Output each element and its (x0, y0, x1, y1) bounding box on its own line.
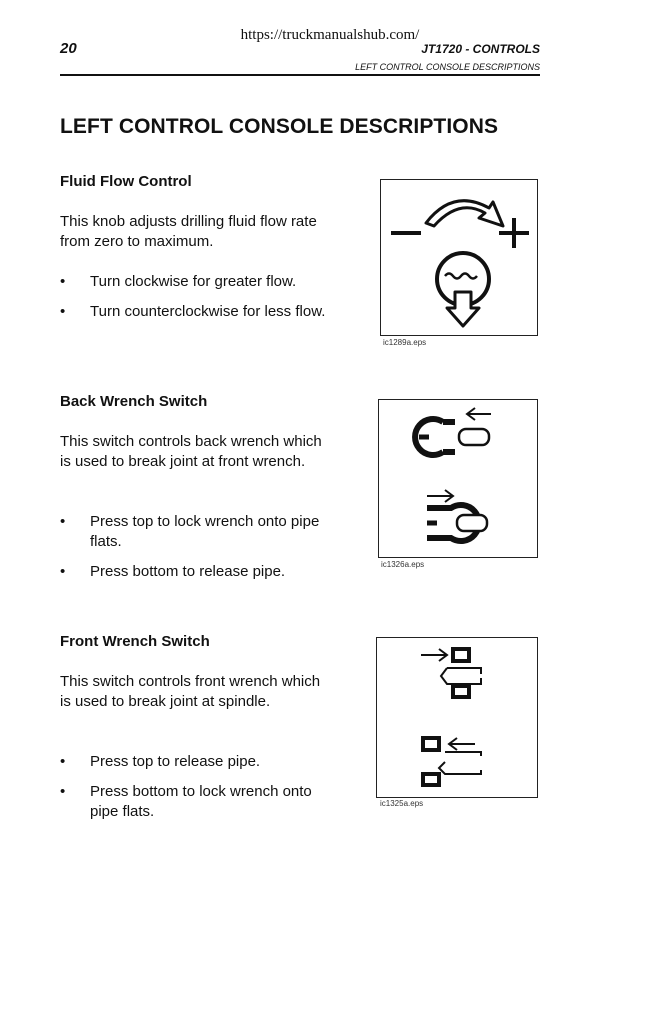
bullet-dot: • (60, 753, 66, 770)
running-header-title: JT1720 - CONTROLS (421, 42, 540, 56)
figure-caption: ic1325a.eps (380, 799, 424, 808)
figure-back-wrench (378, 399, 538, 558)
section-paragraph-front-wrench: This switch controls front wrench which is used to break joint at spindle. (60, 673, 321, 710)
header-rule (60, 74, 540, 76)
section-title-front-wrench: Front Wrench Switch (60, 633, 210, 650)
bullet-dot: • (60, 513, 66, 530)
bullet-dot: • (60, 303, 66, 320)
back-wrench-icon (379, 400, 537, 557)
running-header-section: LEFT CONTROL CONSOLE DESCRIPTIONS (355, 62, 540, 72)
section-paragraph-fluid-flow: This knob adjusts drilling fluid flow rate from zero to maximum. (60, 213, 317, 250)
bullet-text: Press top to release pipe. (90, 753, 261, 770)
bullet-text: Press top to lock wrench onto pipe flats. (90, 513, 320, 550)
bullet-text: Press bottom to release pipe. (90, 563, 286, 580)
page-number: 20 (60, 40, 77, 57)
front-wrench-icon (377, 638, 537, 797)
watermark-url: https://truckmanualshub.com/ (240, 27, 420, 43)
page-title: LEFT CONTROL CONSOLE DESCRIPTIONS (60, 115, 499, 138)
section-paragraph-back-wrench: This switch controls back wrench which is used to break joint at front wrench. (60, 433, 322, 470)
fluid-flow-knob-icon (381, 180, 537, 335)
figure-front-wrench (376, 637, 538, 798)
bullet-text: Press bottom to lock wrench onto pipe flats. (90, 783, 312, 820)
bullet-text: Turn clockwise for greater flow. (90, 273, 297, 290)
section-title-back-wrench: Back Wrench Switch (60, 393, 208, 410)
section-title-fluid-flow: Fluid Flow Control (60, 173, 192, 190)
figure-fluid-flow (380, 179, 538, 336)
bullet-dot: • (60, 783, 66, 800)
bullet-dot: • (60, 563, 66, 580)
bullet-text: Turn counterclockwise for less flow. (90, 303, 326, 320)
figure-caption: ic1289a.eps (383, 338, 427, 347)
figure-caption: ic1326a.eps (381, 560, 425, 569)
bullet-dot: • (60, 273, 66, 290)
